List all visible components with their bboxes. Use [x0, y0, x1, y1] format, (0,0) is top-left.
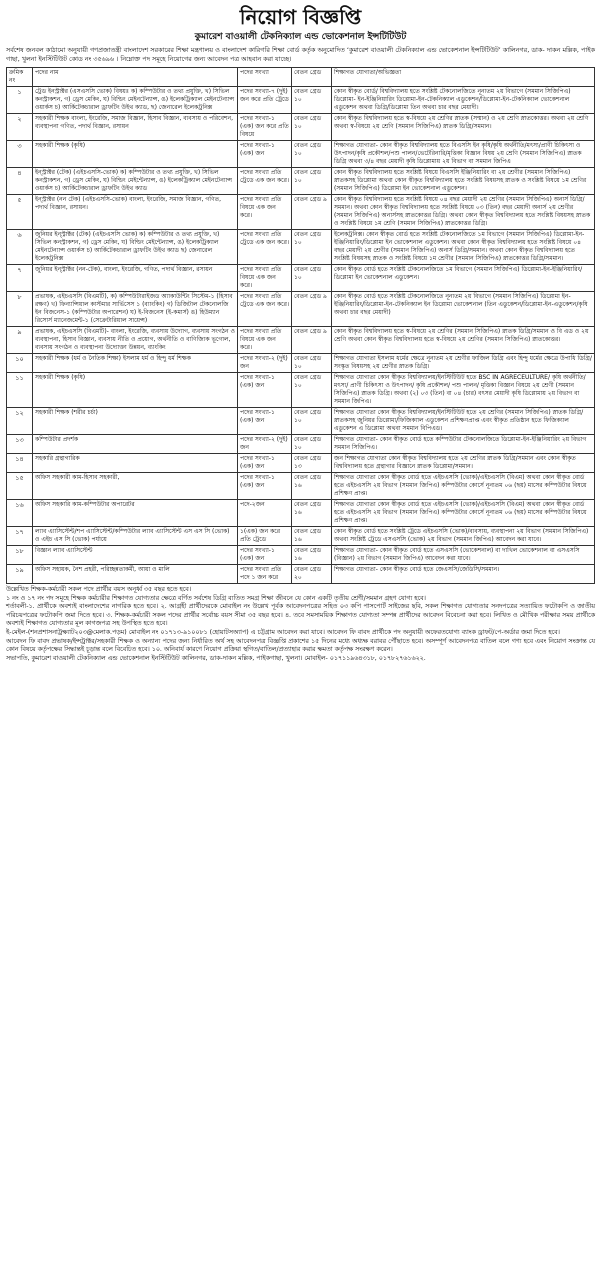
table-row: [7, 373, 595, 408]
signature-block: সভাপতি, কুমারেশ বাওয়ালী টেকনিক্যাল এন্ড ভোকেশনাল ইনস্টিটিউট কালিনগর, ডাক-দাকন মল্লিক, পাইকগাছা, খুলনা। মোবাইল- ০১৭১১৯৬৪৩১৮, ০১৭৮২৭৬১৬২২.: [6, 654, 426, 662]
table-row: [7, 327, 595, 354]
row-post-name: কম্পিউটার প্রদর্শক: [33, 435, 238, 454]
table-row: [7, 408, 595, 435]
footer-line: ই-মেইল-(শনপ্রশাসনাট্রক্ষ্যাট২০৩@মেলাক.পড়ম) মোবাইল নং ০১৭১৩-৯১০০৮১ (হোয়াটসঅ্যাপ) এ চট্টগ্রাম আবেদন করা যাবে। আবেদন ফি বাবদ প্রার্থীকে পদ অনুযায়ী অফেরতযোগ্য ব্যাংক ড্রাফট/পে-অর্ডার জমা দিতে হবে।: [6, 628, 560, 636]
row-qualification: শিক্ষাগত যোগ্যতা- কোন স্বীকৃত বোর্ড হতে কম্পিউটার টেকনোলজিতে ডিপ্লোমা-ইন-ইঞ্জিনিয়ারিং ২য় বিভাগ সমমান সিজিপিএ।: [332, 435, 595, 454]
header-post-count: পদের সংখ্যা: [238, 68, 292, 87]
row-serial: ১১: [7, 373, 33, 408]
row-qualification: কোন স্বীকৃত বোর্ড হতে সংশ্লিষ্ট ট্রেডে এইচএসসি (ভোক)/ব্যবসায়, ব্যবস্থাপনা ২য় বিভাগ (সমমান সিজিপিএ) অথবা সংশ্লিষ্ট ট্রেডে এসএসসি (ভোক) ২য় বিভাগ (সমমান জিপিএ) আবেদন করা যাবে।: [332, 527, 595, 546]
row-pay-grade: বেতন গ্রেড ১০: [292, 408, 332, 435]
row-post-count: পদের সংখ্যা-১ (এক) জন: [238, 373, 292, 408]
row-post-name: ইন্স্ট্রাক্টর (নন টেক) (এইচএসসি-ভোক) বাংলা, ইংরেজি, সমাজ বিজ্ঞান, গণিত, পদার্থ বিজ্ঞান, রসায়ন।: [33, 195, 238, 230]
table-row: [7, 265, 595, 292]
footer-line: আবেদন ফি বাবদ প্রভাষক/ইন্সট্রাক্টর/সহকারী শিক্ষক ও অন্যান্য পদের জন্য নির্ধারিত অর্থ সহ আবেদনপত্র বিজ্ঞপ্তি প্রকাশের ১৫ দিনের মধ্যে অধ্যক্ষ বরাবর পৌঁছাতে হবে। অসম্পূর্ণ আবেদনপত্র বাতিল বলে গণ্য হবে এবং নিয়োগ সংক্রান্ত যে কোন বিষয়ে কর্তৃপক্ষের সিদ্ধান্তই চূড়ান্ত বলে বিবেচিত হবে। ১০. অনিবার্য কারণে নিয়োগ প্রক্রিয়া স্থগিত/বাতিল/প্রত্যাহার করার ক্ষমতা কর্তৃপক্ষ সংরক্ষণ করেন।: [6, 637, 595, 654]
row-qualification: কোন স্বীকৃত বিশ্ববিদ্যালয় হতে সংশ্লিষ্ট বিষয়ে ০৪ বছর মেয়াদী ২য় শ্রেণির (সমমান সিজিপিএ) অনার্স ডিগ্রি/সমমান। অথবা কোন স্বীকৃত বিশ্ববিদ্যালয় হতে সংশ্লিষ্ট বিষয়ে ০৩ (তিন) বছর মেয়াদী অনার্স ২য় শ্রেণীর (সমমান সিজিপিএ) অনার্সসহ স্নাতকোত্তর ডিগ্রি। অথবা কোন স্বীকৃত বিশ্ববিদ্যালয় হতে সংশ্লিষ্ট বিষয়সহ স্নাতক ও সংশ্লিষ্ট বিষয়ে ১ম শ্রেণি (সমমান সিজিপিএ) স্নাতকোত্তর ডিগ্রি।: [332, 195, 595, 230]
row-pay-grade: বেতন গ্রেড ১০: [292, 373, 332, 408]
row-qualification: কোন স্বীকৃত বোর্ড হতে সংশ্লিষ্ট টেকনোলজিতে নূন্যতম ২য় বিভাগে (সমমান সিজিপিএ) ডিপ্লোমা ইন-ইঞ্জিনিয়ারিং/ডিপ্লোমা-ইন-টেকনিক্যাল ইন ডিপ্লোমা ভোকেশনাল (তিন এডুকেশন/ডিপ্লোমা-ইন-এডুকেশন/কৃষি অথবা চার বছর মেয়াদী): [332, 292, 595, 327]
row-serial: ২: [7, 114, 33, 141]
table-row: [7, 435, 595, 454]
row-post-name: সহকারী শিক্ষক বাংলা, ইংরেজি, সমাজ বিজ্ঞান, হিসাব বিজ্ঞান, ব্যবসায় ও পরিবেশন, ব্যবস্থাপনা গণিত, পদার্থ বিজ্ঞান, রসায়ন: [33, 114, 238, 141]
row-post-name: সহকারী শিক্ষক (শরীর চর্চা): [33, 408, 238, 435]
row-serial: ৭: [7, 265, 33, 292]
row-pay-grade: বেতন গ্রেড ১০: [292, 265, 332, 292]
row-qualification: ইলেকট্রনিক্স। কোন স্বীকৃত বোর্ড হতে সংশ্লিষ্ট টেকনোলজিতে ১ম বিভাগে (সমমান সিজিপিএ) ডিপ্লোমা-ইন-ইঞ্জিনিয়ারিং/ডিপ্লোমা ইন ভোকেশনাল এডুকেশন। অথবা কোন স্বীকৃত বিশ্ববিদ্যালয় হতে সংশ্লিষ্ট বিষয়ে ০৪ বছর মেয়াদী ২য় শ্রেণীর (সমমান সিজিপিএ) অনার্স ডিগ্রি/সমমান। অথবা কোন স্বীকৃত বিশ্ববিদ্যালয় হতে সংশ্লিষ্ট বিষয়সহ স্নাতক ও সংশ্লিষ্ট বিষয়ে ১ম শ্রেণীর (সমমান সিজিপিএ) স্নাতকোত্তর ডিগ্রি/সমমান।: [332, 230, 595, 265]
row-serial: ১৮: [7, 546, 33, 565]
row-post-name: অফিস সহায়ক, নৈশ প্রহরী, পরিচ্ছন্নতাকর্মী, আয়া ও মালি: [33, 565, 238, 584]
row-post-name: প্রভাষক, এইচএসসি (বিএমটি)- বাংলা, ইংরেজি, ব্যবসায় উদ্যোগ, ব্যবসায় সংগঠন ও ব্যবস্থাপনা, হিসাব বিজ্ঞান, ব্যবসায় নীতি ও প্রয়োগ, অর্থনীতি ও বাণিজ্যিক ভূগোল, ব্যবসায় সংগঠন ও ব্যবস্থাপনা উদ্যোক্তা উন্নয়ন, ব্যাংকিং: [33, 327, 238, 354]
table-row: [7, 565, 595, 584]
row-post-count: পদের সংখ্যা প্রতি ট্রেডে এক জন করে।: [238, 292, 292, 327]
row-post-count: পদের সংখ্যা-২ (দুই) জন: [238, 435, 292, 454]
row-qualification: কোন স্বীকৃত বোর্ড/ বিশ্ববিদ্যালয় হতে সংশ্লিষ্ট টেকনোলজিতে নূন্যতম ২য় বিভাগে (সমমান সিজিপিএ) ডিপ্লোমা- ইন-ইঞ্জিনিয়ারিং ডিপ্লোমা-ইন-টেকনিক্যাল এডুকেশন/ডিপ্লোমা-ইন-টেকনিক্যাল ভোকেশনাল এডুকেশন অথবা ডিগ্রি/ডিপ্লোমা তিন অথবা চার বছর মেয়াদী।: [332, 87, 595, 114]
table-header-row: [7, 68, 595, 87]
row-serial: ১৫: [7, 473, 33, 500]
row-post-name: বিজ্ঞান ল্যাব এ্যাসিস্টেন্ট: [33, 546, 238, 565]
table-row: [7, 195, 595, 230]
row-qualification: জন শিক্ষাগত যোগ্যতা কোন স্বীকৃত বিশ্ববিদ্যালয় হতে ২য় শ্রেণির স্নাতক ডিগ্রি/সমমান এবং কোন স্বীকৃত বিশ্ববিদ্যালয় হতে গ্রন্থাগার বিজ্ঞানে স্নাতক ডিপ্লোমা/সমমান।: [332, 454, 595, 473]
row-post-count: পদের সংখ্যা প্রতি পদে ১ জন করে: [238, 565, 292, 584]
row-serial: ৪: [7, 168, 33, 195]
row-pay-grade: বেতন গ্রেড ১০: [292, 114, 332, 141]
table-row: [7, 473, 595, 500]
table-row: [7, 114, 595, 141]
row-post-count: পদের সংখ্যা প্রতি বিষয়ে এক জন করে।: [238, 195, 292, 230]
row-serial: ১৩: [7, 435, 33, 454]
row-post-count: পদের সংখ্যা-১ (এক) জন: [238, 408, 292, 435]
row-serial: ১২: [7, 408, 33, 435]
row-pay-grade: বেতন গ্রেড ১৬: [292, 546, 332, 565]
row-pay-grade: বেতন গ্রেড ৯: [292, 292, 332, 327]
row-qualification: কোন স্বীকৃত বিশ্ববিদ্যালয় হতে সংশ্লিষ্ট বিষয়ে বিএসসি ইঞ্জিনিয়ারিং বা ২য় শ্রেণীর (সমমান সিজিপিএ) স্নাতকসহ ডিপ্লোমা অথবা কোন স্বীকৃত বিশ্ববিদ্যালয় হতে সংশ্লিষ্ট বিষয়সহ স্নাতক ও সংশ্লিষ্ট বিষয়ে ১ম শ্রেণির (সমমান সিজিপিএ) ডিপ্লোমা ইন ভোকেশনাল এডুকেশন।: [332, 168, 595, 195]
row-serial: ১: [7, 87, 33, 114]
notice-page: [6, 0, 595, 663]
table-row: [7, 168, 595, 195]
row-serial: ১৯: [7, 565, 33, 584]
row-serial: ১৪: [7, 454, 33, 473]
table-row: [7, 292, 595, 327]
row-serial: ১৭: [7, 527, 33, 546]
row-post-count: পদের সংখ্যা-৭ (দুই) জন করে প্রতি ট্রেডে: [238, 87, 292, 114]
row-post-name: সহকারী শিক্ষক (কৃষি): [33, 373, 238, 408]
row-post-count: ১(এক) জন করে প্রতি ট্রেডে: [238, 527, 292, 546]
row-post-name: অফিস সহকারি কাম-কম্পিউটার অপারেটর: [33, 500, 238, 527]
row-post-name: জুনিয়র ইন্স্ট্রাক্টর (টেক) (এইচএসসি ভোক) ক) কম্পিউটার ও তথ্য প্রযুক্তি, খ) সিভিল কনস্ট্রাকশন, গ) ড্রেস মেকিং, ঘ) বিল্ডিং মেইন্টেন্যান্স, ঙ) ইলেকট্রিক্যাল মেইনটেন্যান্স ওয়ার্কস চ) আর্কিটেকচারাল ড্রাফটিং উইথ ক্যাড ছ) জেনারেল ইলেকট্রনিক্স: [33, 230, 238, 265]
row-qualification: শিক্ষাগত যোগ্যতা কোন স্বীকৃত বিশ্ববিদ্যালয়/ইনস্টিটিউট হতে BSC IN AGRECEULTURE/ কৃষি অর্থনীতি/ মৎস্য/ প্রাণী চিকিৎসা ও উৎপাদন/ কৃষি প্রকৌশল/ পশু পালন/ মৃত্তিকা বিজ্ঞান বিষয়ে ২য় শ্রেণী (সমমান সিজিপিএ) স্নাতক ডিগ্রি। অথবা (২) ০৩ (তিন) বা ০৪ (চার) বৎসর মেয়াদী কৃষি ডিপ্লোমায় ২য় বিভাগ বা সমমান জিপিএ।: [332, 373, 595, 408]
table-body: [7, 87, 595, 584]
age-note: উল্লেখিত শিক্ষক-কর্মচারী সকল পদে প্রার্থীর বয়স অনূর্ধ্ব ৩৫ বছর হতে হবে।: [6, 586, 192, 593]
row-qualification: কোন স্বীকৃত বিশ্ববিদ্যালয় হতে স্ব-বিষয়ে ২য় শ্রেণির স্নাতক (সম্মান) ও ২য় শ্রেণি স্নাতকোত্তর। অথবা ২য় শ্রেণি অথবা স্ব-বিষয়ে ২য় শ্রেণি (সমমান সিজিপিএ) স্নাতক ডিগ্রি/সমমান।: [332, 114, 595, 141]
institute-name: কুমারেশ বাওয়ালী টেকনিক্যাল এন্ড ভোকেশনাল ইন্সটিটিউট: [194, 32, 407, 42]
header-qualification: শিক্ষাগত যোগ্যতা/অভিজ্ঞতা: [332, 68, 595, 87]
row-serial: ৫: [7, 195, 33, 230]
row-serial: ৮: [7, 292, 33, 327]
row-pay-grade: বেতন গ্রেড ১০: [292, 435, 332, 454]
row-post-count: পদে-২জন: [238, 500, 292, 527]
header-pay-grade: বেতন গ্রেড: [292, 68, 332, 87]
table-row: [7, 546, 595, 565]
table-row: [7, 500, 595, 527]
row-qualification: শিক্ষাগত যোগ্যতা- কোন স্বীকৃত বিশ্ববিদ্যালয় হতে বিএসসি ইন কৃষি/কৃষি অর্থনীতি/মৎস্য/প্রাণী চিকিৎসা ও উৎপাদন/কৃষি প্রকৌশল/পশু পালন/ভেটেরিনারি/মৃত্তিকা বিজ্ঞান বিষয় ২য় শ্রেণি (সমমান সিজিপিএ) স্নাতক ডিগ্রি অথবা ৩/৪ বছর মেয়াদী কৃষি ডিপ্লোমায় ২য় বিভাগ বা সমমান জিপিএ: [332, 141, 595, 168]
row-pay-grade: বেতন গ্রেড ১৬: [292, 527, 332, 546]
row-post-name: জুনিয়র ইন্স্ট্রাক্টর (নন-টেক), বাংলা, ইংরেজি, গণিত, পদার্থ বিজ্ঞান, রসায়ন: [33, 265, 238, 292]
row-pay-grade: বেতন গ্রেড ১০: [292, 141, 332, 168]
row-qualification: শিক্ষাগত যোগ্যতা- কোন স্বীকৃত বোর্ড হতে জেএসসি/জেডিসি/সমমান।: [332, 565, 595, 584]
row-pay-grade: বেতন গ্রেড ৯: [292, 327, 332, 354]
row-serial: ৬: [7, 230, 33, 265]
row-serial: ১৬: [7, 500, 33, 527]
table-row: [7, 230, 595, 265]
row-qualification: কোন স্বীকৃত বিশ্ববিদ্যালয় হতে স্ব-বিষয়ে ২য় শ্রেণির (সমমান সিজিপিএ) স্নাতক ডিগ্রি/সমমান ও বি এড ও ২য় শ্রেণি অথবা কোন স্বীকৃত বিশ্ববিদ্যালয় হতে স্ব-বিষয়ে ২য় শ্রেণির (সমমান সিজিপিএ) স্নাতকোত্তর।: [332, 327, 595, 354]
row-post-name: সহকারী শিক্ষক (কৃষি): [33, 141, 238, 168]
table-row: [7, 527, 595, 546]
table-row: [7, 87, 595, 114]
row-post-name: সহকারি গ্রন্থাগারিক: [33, 454, 238, 473]
row-qualification: শিক্ষাগত যোগ্যতা- কোন স্বীকৃত বোর্ড হতে এসএসসি (ভোকেশনাল) বা দাখিল ভোকেশনাল বা এসএসসি (বিজ্ঞান) ২য় বিভাগ (সমমান জিপিএ) আবেদন করা যাবে।: [332, 546, 595, 565]
row-serial: ৯: [7, 327, 33, 354]
row-pay-grade: বেতন গ্রেড ২০: [292, 565, 332, 584]
row-qualification: শিক্ষাগত যোগ্যতা কোন স্বীকৃত বিশ্ববিদ্যালয়/ইনস্টিটিউট হতে ২য় শ্রেণির (সমমান সিজিপিএ) স্নাতক ডিগ্রি/স্নাতকসহ জুনিয়র ডিপ্লোমা/ফিজিক্যাল এডুকেশন প্রশিক্ষণপ্রাপ্ত এবং স্বীকৃত প্রতিষ্ঠান হতে ফিজিক্যাল এডুকেশন এ ডিপ্লোমা অথবা সমমান বিপিএড।: [332, 408, 595, 435]
row-post-name: সহকারী শিক্ষক (ধর্ম ও নৈতিক শিক্ষা) ইসলাম ধর্ম ও হিন্দু ধর্ম শিক্ষক: [33, 354, 238, 373]
row-post-count: পদের সংখ্যা-১ (এক) জন করে প্রতি বিষয়ে: [238, 114, 292, 141]
row-post-count: পদের সংখ্যা প্রতি ট্রেডে এক জন করে।: [238, 168, 292, 195]
row-serial: ৩: [7, 141, 33, 168]
row-post-count: পদের সংখ্যা-১ (এক) জন: [238, 141, 292, 168]
row-post-count: পদের সংখ্যা প্রতি ট্রেডে এক জন করে।: [238, 230, 292, 265]
intro-paragraph: সর্বশেষ জনবল কাঠামো অনুযায়ী গণপ্রজাতন্ত্রী বাংলাদেশ সরকারের শিক্ষা মন্ত্রণালয় ও বাংলাদেশ কারিগরি শিক্ষা বোর্ড কর্তৃক অনুমোদিত ‘কুমারেশ বাওয়ালী টেকনিক্যাল এন্ড ভোকেশনাল ইন্সটিটিউট’ কালিনগর, ডাক- দাকন মল্লিক, পাইক গাছা, খুলনা ইনস্টিটিউট কোড নং ৩৫৬৯৬ । নিম্নোক্ত পদ সমূহে নিয়োগের জন্য আবেদন পত্র আহবান করা যাচ্ছে।: [6, 46, 595, 63]
row-post-name: প্রভাষক, এইচএসসি (বিএমটি), ক) কম্পিউটারাইজড অ্যাকাউন্টিং সিস্টেম-১ (হিসাব রক্ষণ) খ) ফিন্যান্সিয়াল কাস্টমার সার্ভিসেস ১ (ব্যাংকিং) গ) ডিজিটাল টেকনোলজি ইন বিজনেস-১ (কম্পিউটার অপারেশন) ঘ) ই-বিজনেস (ই-কমার্স) ঙ) হিউম্যান রিসোর্স ম্যানেজমেন্ট-১ (সেক্রেটারিয়াল সায়েন্স): [33, 292, 238, 327]
table-row: [7, 141, 595, 168]
header-serial: ক্রমিক নং: [7, 68, 33, 87]
row-qualification: শিক্ষাগত যোগ্যতা কোন স্বীকৃত বোর্ড হতে এইচএসসি (ভোক)/এইচএসসি (বিএম) অথবা কোন স্বীকৃত বোর্ড হতে এইচএসসি ২য় বিভাগ (সমমান জিপিএ) কম্পিউটার কোর্সে নূন্যতম ০৬ (ছয়) মাসের কম্পিউটার বিষয়ে প্রশিক্ষণ প্রাপ্ত।: [332, 473, 595, 500]
row-post-count: পদের সংখ্যা প্রতি বিষয়ে এক জন করে।: [238, 265, 292, 292]
vacancy-table: [6, 67, 595, 584]
row-post-name: ট্রেড ইনস্ট্রাক্টর (এসএসসি ভোক) বিষয়ঃ ক) কম্পিউটার ও তথ্য প্রযুক্তি, খ) সিভিল কনস্ট্রাকশন, গ) ড্রেস মেকিং, ঘ) বিল্ডিং মেইনটেন্যান্স, ঙ) ইলেকট্রিক্যাল মেইনটেন্যান্স ওয়ার্কস চ) আর্কিটেকচারাল ড্রাফটিং উইথ ক্যাড, ছ) জেনারেল ইলেকট্রনিক্স: [33, 87, 238, 114]
row-serial: ১০: [7, 354, 33, 373]
row-qualification: শিক্ষাগত যোগ্যতা ইসলাম ধর্মের ক্ষেত্রে নূন্যতম ২য় শ্রেণীর ফাজিল ডিগ্রি এবং হিন্দু ধর্মের ক্ষেত্রে উপাধি ডিগ্রি/সংস্কৃত বিষয়সহ ২য় শ্রেণীর স্নাতক ডিগ্রি।: [332, 354, 595, 373]
footer-notes: [6, 586, 595, 663]
row-pay-grade: বেতন গ্রেড ৯: [292, 195, 332, 230]
row-post-name: ইন্স্ট্রাক্টর (টেক) (এইচএসসি-ভোক) ক) কম্পিউটার ও তথ্য প্রযুক্তি, খ) সিভিল কনস্ট্রাকশন, গ) ড্রেস মেকিং, ঘ) বিল্ডিং মেইন্টেন্যান্স, ঙ) ইলেকট্রিক্যাল মেইনটেন্যান্স ওয়ার্কস চ) আর্কিটেকচারাল ড্রাফটিং উইথ ক্যাড: [33, 168, 238, 195]
row-post-name: ল্যাব এ্যাসিস্টেন্ট/শপ এ্যাসিস্টেন্ট/কম্পিউটার ল্যাব এ্যাসিস্টেন্ট এস এস সি (ভোক) ও এইচ এস সি (ভোক) পর্যায়ে: [33, 527, 238, 546]
row-pay-grade: বেতন গ্রেড ১৬: [292, 473, 332, 500]
row-pay-grade: বেতন গ্রেড ১০: [292, 354, 332, 373]
row-pay-grade: বেতন গ্রেড ১০: [292, 87, 332, 114]
row-pay-grade: বেতন গ্রেড ১০: [292, 230, 332, 265]
row-pay-grade: বেতন গ্রেড ১৩: [292, 454, 332, 473]
table-row: [7, 354, 595, 373]
footer-line: ১ নং ও ১৭ নং পদ সমূহে শিক্ষক কর্মচারীর শিক্ষাগত যোগ্যতার ক্ষেত্রে বর্ণিত সর্বশেষ ডিগ্রি ব্যতিত সমগ্র শিক্ষা জীবনে যে কোন একটি তৃতীয় শ্রেণী/সমমান গ্রহণ যোগ্য হবে।: [6, 594, 426, 602]
header-post-name: পদের নাম: [33, 68, 238, 87]
row-pay-grade: বেতন গ্রেড ১০: [292, 168, 332, 195]
row-post-count: পদের সংখ্যা প্রতি বিষয়ে এক জন করে।: [238, 327, 292, 354]
table-row: [7, 454, 595, 473]
row-post-count: পদের সংখ্যা-১ (এক) জন: [238, 546, 292, 565]
row-post-count: পদের সংখ্যা-১ (এক) জন: [238, 473, 292, 500]
notice-title: নিয়োগ বিজ্ঞপ্তি: [239, 5, 362, 29]
row-qualification: কোন স্বীকৃত বোর্ড হতে সংশ্লিষ্ট টেকনোলজিতে ১ম বিভাগে (সমমান সিজিপিএ) ডিপ্লোমা-ইন-ইঞ্জিনিয়ারিং/ডিপ্লোমা ইন ভোকেশনাল এডুকেশন।: [332, 265, 595, 292]
row-post-count: পদের সংখ্যা-১ (এক) জন: [238, 454, 292, 473]
row-post-count: পদের সংখ্যা-২ (দুই) জন: [238, 354, 292, 373]
row-pay-grade: বেতন গ্রেড ১৬: [292, 500, 332, 527]
row-post-name: অফিস সহকারী কাম-হিসাব সহকারী,: [33, 473, 238, 500]
row-qualification: শিক্ষাগত যোগ্যতা কোন স্বীকৃত বোর্ড হতে এইচএসসি (ভোক)/এইচএসসি (বিএম) অথবা কোন স্বীকৃত বোর্ড হতে এইচএসসি ২য় বিভাগ (সমমান জিপিএ) কম্পিউটার কোর্সে নূন্যতম ০৬ (ছয়) মাসের কম্পিউটার বিষয়ে প্রশিক্ষণ প্রাপ্ত।: [332, 500, 595, 527]
footer-line: শর্তাবলী-১. প্রার্থীকে অবশ্যই বাংলাদেশের নাগরিক হতে হবে। ২. আগ্রহী প্রার্থীদেরকে মোবাইল নং উল্লেখ পূর্বক আবেদনপত্রের সহিত ০৩ কপি পাসপোর্ট সাইজের ছবি, সকল শিক্ষাগত যোগ্যতার সনদপত্রের সত্যায়িত ফটোকপি ও জাতীয় পরিচয়পত্রের ফটোকপি জমা দিতে হবে। ৩. শিক্ষক-কর্মচারী সকল পদের প্রার্থীর সর্বোচ্চ বয়স সীমা ৩৫ বছর হবে। ৪. তবে সমসাময়িক শিক্ষাগত যোগ্যতা সম্পন্ন প্রার্থীদের আবেদন বিবেচনা করা হবে। লিখিত ও মৌখিক পরীক্ষার সময় প্রার্থীকে অবশ্যই শিক্ষাগত যোগ্যতার মূল কাগজপত্র সহ উপস্থিত হতে হবে।: [6, 603, 595, 628]
